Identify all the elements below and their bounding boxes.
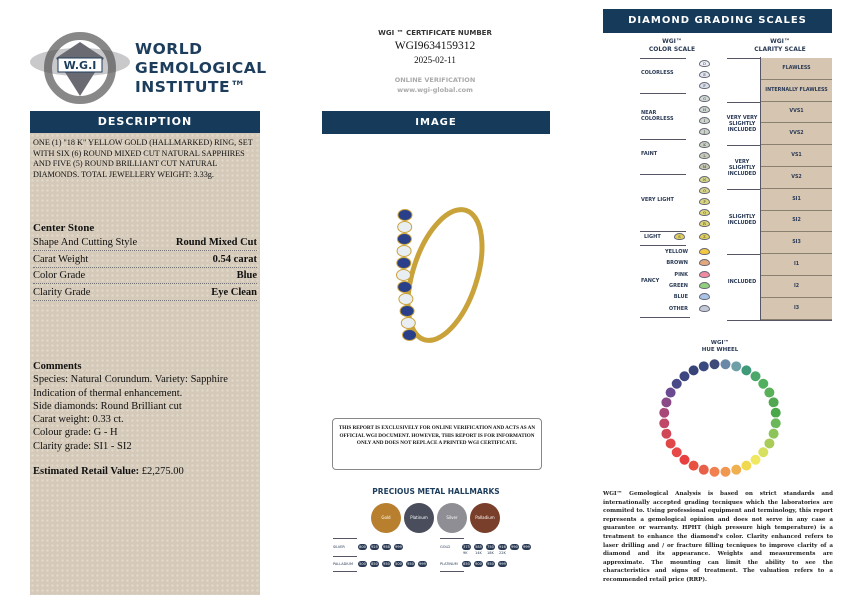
diamond-stone xyxy=(397,270,411,281)
hue-swatch xyxy=(731,361,742,372)
clarity-grade-cell: FLAWLESS xyxy=(761,58,832,80)
divider xyxy=(640,93,686,94)
color-grade-diamond: O xyxy=(699,187,710,194)
color-grade-diamond: Q xyxy=(699,209,710,216)
center-stone-title: Center Stone xyxy=(33,222,95,234)
logo-line: WORLD xyxy=(135,40,203,58)
fancy-color-diamond xyxy=(699,271,710,278)
clarity-grade-cell: SI3 xyxy=(761,232,832,254)
color-grade-diamond: R xyxy=(699,220,710,227)
fancy-color-label: PINK xyxy=(674,271,688,278)
clarity-grade-cell: VVS2 xyxy=(761,123,832,145)
comment-line: Carat weight: 0.33 ct. xyxy=(33,414,124,426)
hue-swatch xyxy=(720,466,731,477)
spec-value: Eye Clean xyxy=(211,286,257,298)
divider xyxy=(640,317,690,318)
fancy-color-label: GREEN xyxy=(669,282,688,289)
spec-row xyxy=(33,285,257,301)
hallmarks-title: PRECIOUS METAL HALLMARKS xyxy=(372,487,500,496)
color-grade-diamond: K xyxy=(699,141,710,148)
color-grade-diamond: M xyxy=(699,163,710,170)
color-grade-diamond: S xyxy=(674,233,685,240)
sapphire-stone xyxy=(403,330,417,341)
hallmark-stamp: 900 xyxy=(475,562,482,566)
hallmark-stamp: 500 xyxy=(359,562,366,566)
divider xyxy=(440,538,464,539)
hue-wheel xyxy=(650,352,790,482)
hallmark-stamp: 999 xyxy=(419,562,426,566)
karat-label: 22K xyxy=(499,551,506,555)
hallmark-coin: Silver xyxy=(437,503,467,533)
clarity-group-label: VERY SLIGHTLY INCLUDED xyxy=(727,159,757,177)
color-group-label: VERY LIGHT xyxy=(641,196,674,203)
divider xyxy=(640,174,686,175)
color-grade-diamond: E xyxy=(699,71,710,78)
clarity-grade-cell: SI2 xyxy=(761,211,832,233)
metal-label: GOLD xyxy=(440,545,451,549)
sapphire-stone xyxy=(398,282,412,293)
hue-swatch xyxy=(698,361,709,372)
hallmark-stamp: 950 xyxy=(407,562,414,566)
wgi-logo-seal xyxy=(28,28,132,108)
hue-swatch xyxy=(688,365,699,376)
color-group-label: NEAR COLORLESS xyxy=(641,110,674,122)
divider xyxy=(333,538,357,539)
hallmark-stamp: 990 xyxy=(511,545,518,549)
fancy-color-label: BLUE xyxy=(673,294,688,301)
clarity-grade-cell: I2 xyxy=(761,276,832,298)
clarity-grade-cell: I1 xyxy=(761,254,832,276)
clarity-group-label: SLIGHTLY INCLUDED xyxy=(727,213,757,226)
hallmark-stamp: 850 xyxy=(371,562,378,566)
color-grade-diamond: F xyxy=(699,82,710,89)
hue-swatch xyxy=(768,397,779,408)
description-text: ONE (1) "18 K" YELLOW GOLD (HALLMARKED) RING, SET WITH SIX (6) ROUND MIXED CUT NATURAL SAPPHIRES AND FIVE (5) ROUND BRILLIANT CUT NATURAL DIAMONDS. TOTAL JEWELLERY WEIGHT: 3.33g. xyxy=(33,138,253,179)
spec-row xyxy=(33,268,257,284)
karat-label: 18K xyxy=(487,551,494,555)
hue-swatch xyxy=(709,466,720,477)
retail-amount: £2,275.00 xyxy=(141,466,184,478)
fancy-color-label: YELLOW xyxy=(665,249,688,255)
hallmark-coin: Palladium xyxy=(470,503,500,533)
diamond-stone xyxy=(397,246,411,257)
sapphire-stone xyxy=(397,234,411,245)
hue-swatch xyxy=(659,418,670,429)
comment-line: Indication of thermal enhancement. xyxy=(33,387,183,399)
certificate-date: 2025-02-11 xyxy=(414,55,456,65)
hue-swatch xyxy=(770,418,781,429)
hue-swatch xyxy=(661,428,672,439)
clarity-group-label: INCLUDED xyxy=(727,278,757,285)
hallmark-stamp: 500 xyxy=(395,562,402,566)
hue-swatch xyxy=(741,460,752,471)
diamond-stone xyxy=(399,294,413,305)
logo-line: INSTITUTE™ xyxy=(135,78,247,96)
comment-line: Colour grade: G - H xyxy=(33,427,118,439)
comments-section xyxy=(33,360,258,478)
clarity-grade-cell: VS2 xyxy=(761,167,832,189)
logo-wordmark xyxy=(135,40,267,97)
clarity-grade-cell: INTERNALLY FLAWLESS xyxy=(761,80,832,102)
clarity-group-label: VERY VERY SLIGHTLY INCLUDED xyxy=(726,115,758,134)
hallmark-stamp: 750 xyxy=(487,545,494,549)
divider xyxy=(640,139,686,140)
online-verification-label: ONLINE VERIFICATION xyxy=(394,76,476,84)
hue-swatch xyxy=(731,464,742,475)
karat-label: 9K xyxy=(463,551,468,555)
retail-label: Estimated Retail Value: xyxy=(33,466,140,478)
hallmark-stamp: 925 xyxy=(371,545,378,549)
svg-text:W.G.I: W.G.I xyxy=(63,59,97,72)
hallmark-stamp: 999 xyxy=(395,545,402,549)
hallmark-stamp: 585 xyxy=(475,545,482,549)
spec-label: Carat Weight xyxy=(33,253,89,265)
divider xyxy=(333,556,357,557)
spec-label: Clarity Grade xyxy=(33,286,91,298)
hallmark-stamp: 950 xyxy=(487,562,494,566)
clarity-grade-cell: SI1 xyxy=(761,189,832,211)
spec-row xyxy=(33,235,257,251)
metal-label: SILVER xyxy=(333,545,345,549)
retail-value xyxy=(33,465,258,478)
comment-line: Side diamonds: Round Brilliant cut xyxy=(33,400,182,412)
karat-label: 14K xyxy=(475,551,482,555)
spec-label: Color Grade xyxy=(33,270,86,281)
color-group-label: LIGHT xyxy=(644,234,661,240)
hue-swatch xyxy=(659,407,670,418)
metal-label: PALLADIUM xyxy=(333,562,353,566)
hue-swatch xyxy=(709,359,720,370)
color-grade-diamond: H xyxy=(699,106,710,113)
color-grade-diamond: Z xyxy=(699,233,710,240)
hallmark-stamp: 375 xyxy=(463,545,470,549)
comments-title: Comments xyxy=(33,361,82,372)
certificate-label: WGI ™ CERTIFICATE NUMBER xyxy=(378,29,492,37)
color-grade-diamond: P xyxy=(699,198,710,205)
fancy-color-diamond xyxy=(699,305,710,312)
hallmark-stamp: 958 xyxy=(383,545,390,549)
fancy-color-diamond xyxy=(699,282,710,289)
metal-label: PLATINUM xyxy=(440,562,458,566)
hallmark-stamp: 999 xyxy=(499,562,506,566)
spec-value: Round Mixed Cut xyxy=(175,237,257,248)
logo-line: GEMOLOGICAL xyxy=(135,59,267,77)
color-grade-diamond: G xyxy=(699,95,710,102)
divider xyxy=(440,571,464,572)
divider xyxy=(333,571,357,572)
description-header: DESCRIPTION xyxy=(30,111,260,133)
image-header: IMAGE xyxy=(322,111,550,134)
divider xyxy=(640,231,686,232)
hallmark-coin: Platinum xyxy=(404,503,434,533)
color-scale-title: WGI™ COLOR SCALE xyxy=(648,38,696,53)
sapphire-stone xyxy=(398,210,412,221)
clarity-grade-cell: VVS1 xyxy=(761,102,832,124)
gemological-analysis-footer: WGI™ Gemological Analysis is based on strict standards and internationally accepted grading tecniques which the laboratories are commited to. Using professional equipment and terminology, this report represents a gemological opinion and does not serve in any case a guarantee or warranty. HPHT (high pressure high temperature) is a treatment to enhance the diamond's color. Clarity enhanced refers to laser drilling and / or fracture filling tecniques to improve clarity of a diamond and its appearance. Weights and measurements are approximate. The mounting can limit the ability to see the characteristics and signs of treatment. The valuation refers to a recommended retail price (RRP). xyxy=(603,491,833,583)
sapphire-stone xyxy=(400,306,414,317)
comment-line: Clarity grade: SI1 - SI2 xyxy=(33,440,132,452)
hue-swatch xyxy=(720,359,731,370)
color-grade-diamond: I xyxy=(699,117,710,124)
fancy-color-diamond xyxy=(699,248,710,255)
spec-value: Blue xyxy=(236,270,257,281)
divider xyxy=(640,58,686,59)
color-grade-diamond: L xyxy=(699,152,710,159)
clarity-scale-title: WGI™ CLARITY SCALE xyxy=(754,38,806,53)
fancy-color-diamond xyxy=(699,259,710,266)
hallmark-stamp: 850 xyxy=(463,562,470,566)
grading-scales-header: DIAMOND GRADING SCALES xyxy=(603,9,832,33)
color-group-label: COLORLESS xyxy=(641,69,674,76)
clarity-grade-cell: I3 xyxy=(761,298,832,320)
verification-url[interactable]: www.wgi-global.com xyxy=(397,86,473,94)
spec-label: Shape And Cutting Style xyxy=(33,237,138,248)
diamond-stone xyxy=(401,318,415,329)
hue-swatch xyxy=(698,464,709,475)
hue-swatch xyxy=(770,407,781,418)
sapphire-stone xyxy=(397,258,411,269)
divider xyxy=(640,245,686,246)
fancy-color-label: OTHER xyxy=(668,305,688,312)
hallmark-stamp: 999 xyxy=(523,545,530,549)
hallmark-coin: Gold xyxy=(371,503,401,533)
ring-image xyxy=(375,195,495,355)
diamond-stone xyxy=(398,222,412,233)
comment-line: Species: Natural Corundum. Variety: Sapphire xyxy=(33,374,228,386)
color-grade-diamond: J xyxy=(699,128,710,135)
online-disclaimer: THIS REPORT IS EXCLUSIVELY FOR ONLINE VERIFICATION AND ACTS AS AN OFFICIAL WGI DOCUMENT. HOWEVER, THIS REPORT IS FOR INFORMATION ONLY AND DOES NOT REPLACE A PRINTED WGI CERTIFICATE. xyxy=(332,418,542,470)
fancy-color-diamond xyxy=(699,293,710,300)
hallmark-stamp: 916 xyxy=(499,545,506,549)
color-grade-diamond: D xyxy=(699,60,710,67)
color-grade-diamond: N xyxy=(699,176,710,183)
fancy-label: FANCY xyxy=(641,278,660,284)
clarity-grade-cell: VS1 xyxy=(761,145,832,167)
hallmark-stamp: 800 xyxy=(359,545,366,549)
hue-wheel-title: WGI™ HUE WHEEL xyxy=(701,340,739,353)
spec-value: 0.54 carat xyxy=(212,253,257,265)
hallmark-stamp: 950 xyxy=(383,562,390,566)
divider xyxy=(727,320,832,321)
fancy-color-label: BROWN xyxy=(666,260,688,267)
color-group-label: FAINT xyxy=(641,150,658,157)
certificate-number: WGI9634159312 xyxy=(394,40,476,52)
spec-row xyxy=(33,252,257,268)
